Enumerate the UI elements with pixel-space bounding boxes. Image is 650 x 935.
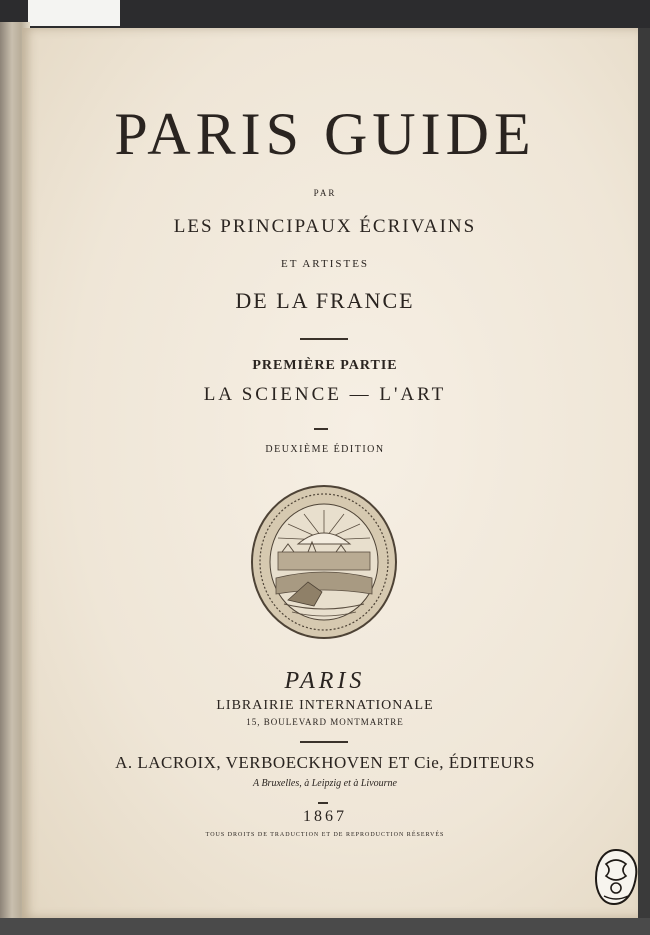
part-label: PREMIÈRE PARTIE <box>252 358 398 373</box>
country-line: DE LA FRANCE <box>235 288 415 313</box>
short-divider <box>314 428 328 430</box>
imprint-address: 15, BOULEVARD MONTMARTRE <box>246 717 404 727</box>
authors-line: LES PRINCIPAUX ÉCRIVAINS <box>173 216 477 237</box>
imprint-city: PARIS <box>284 668 366 694</box>
bookseller-stamp <box>590 846 642 908</box>
imprint-bookshop: LIBRAIRIE INTERNATIONALE <box>216 698 434 713</box>
scan-background-bottom <box>0 918 650 935</box>
imprint-publishers: A. LACROIX, VERBOECKHOVEN ET Cie, ÉDITEURS <box>115 753 535 772</box>
publisher-seal-emblem <box>248 482 400 642</box>
small-divider <box>318 802 328 804</box>
edition-label: DEUXIÈME ÉDITION <box>265 444 385 455</box>
rights-notice: TOUS DROITS DE TRADUCTION ET DE REPRODUCTION RÉSERVÉS <box>205 832 445 838</box>
divider-rule <box>300 338 348 340</box>
imprint-year: 1867 <box>303 808 347 825</box>
par-label: PAR <box>313 188 337 198</box>
imprint-branches: A Bruxelles, à Leipzig et à Livourne <box>253 778 397 789</box>
book-title: PARIS GUIDE <box>114 101 536 167</box>
part-title: LA SCIENCE — L'ART <box>203 384 447 405</box>
scan-label-patch <box>28 0 120 26</box>
imprint-divider <box>300 741 348 743</box>
artists-line: ET ARTISTES <box>280 258 370 270</box>
